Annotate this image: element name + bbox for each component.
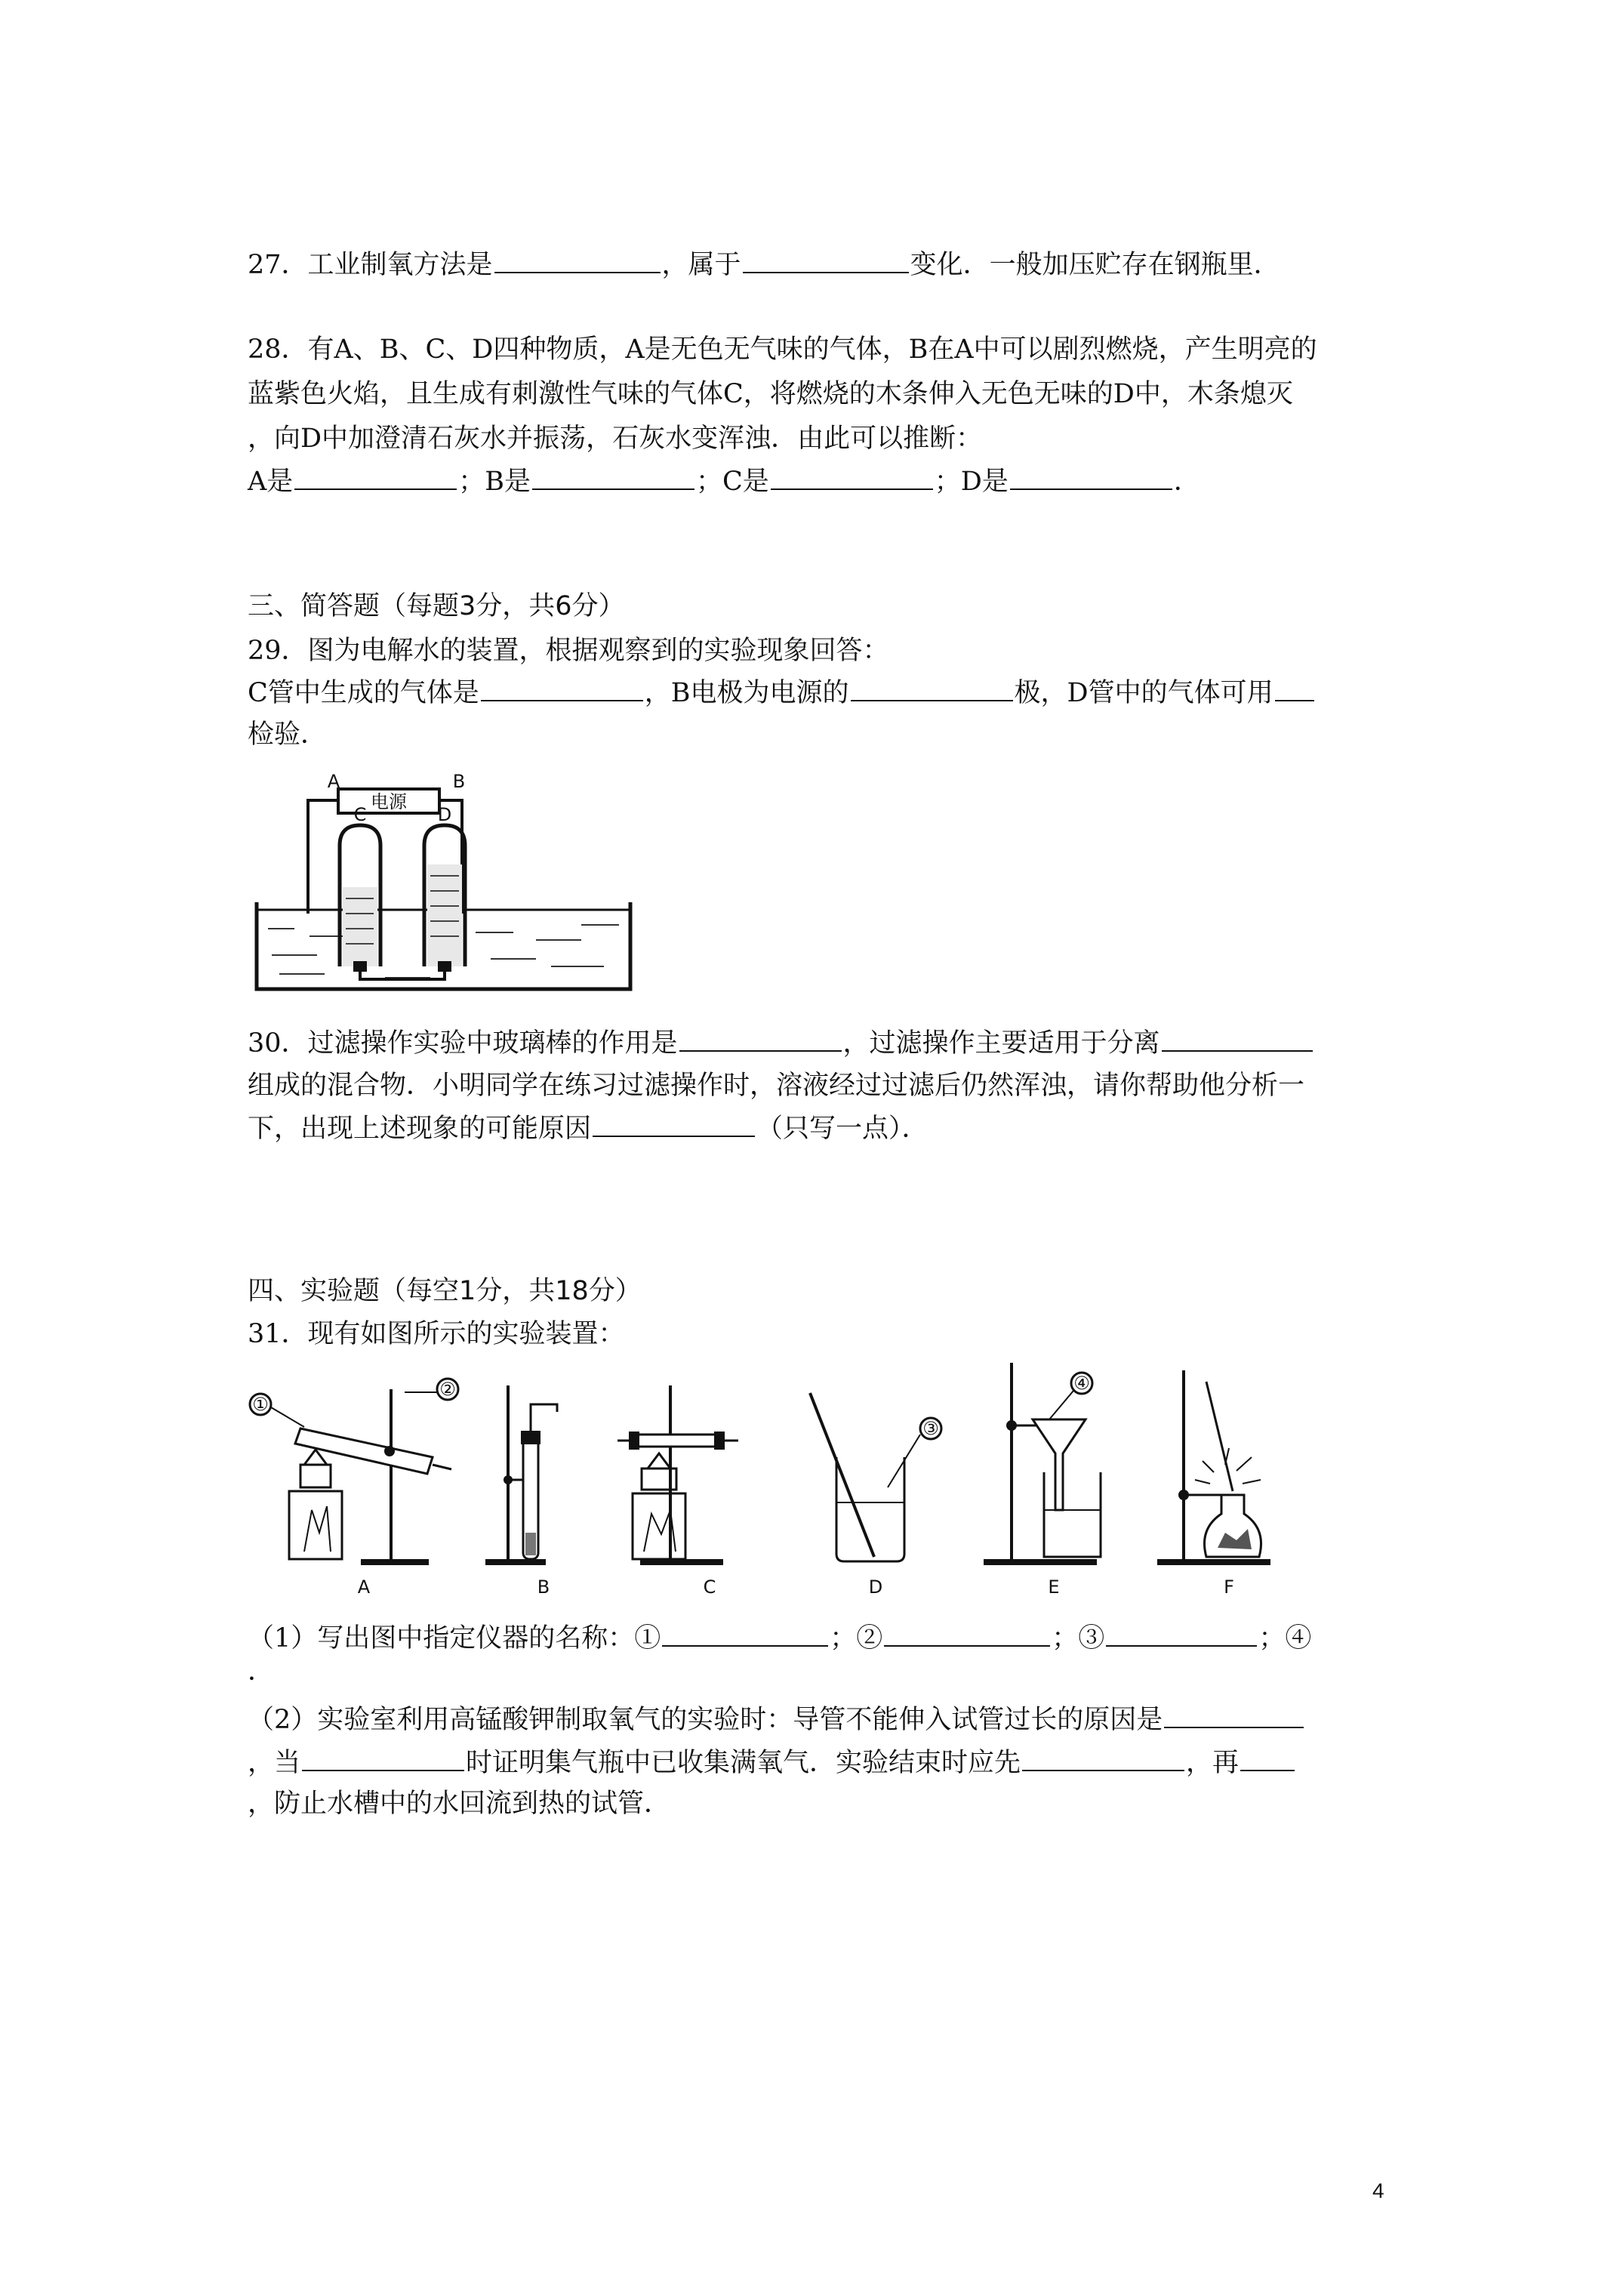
q31-sub2-line-2 — [248, 1744, 1296, 1780]
apparatus-label-f: F — [1224, 1576, 1234, 1598]
section-3-title: 三、简答题（每题3分，共6分） — [248, 591, 625, 621]
q31-blank-2[interactable] — [884, 1620, 1050, 1647]
q29-text-3: 极，D管中的气体可用 — [1014, 678, 1273, 708]
q30-blank-1[interactable] — [679, 1025, 842, 1052]
q29-blank-2[interactable] — [851, 674, 1013, 701]
q31-sub1-line — [248, 1620, 1311, 1655]
q29-blank-1[interactable] — [481, 674, 643, 701]
q28-blank-c[interactable] — [771, 463, 933, 490]
q29-line-1: 29．图为电解水的装置，根据观察到的实验现象回答： — [248, 636, 889, 666]
q30-text-2: ，过滤操作主要适用于分离 — [842, 1028, 1160, 1059]
apparatus-b — [485, 1385, 557, 1598]
q31-sub2-line-1 — [248, 1701, 1305, 1737]
q29-line-3: 检验． — [248, 720, 328, 750]
q28-c-label: ；C是 — [696, 467, 769, 497]
apparatus-d — [810, 1393, 941, 1598]
q31-sub2-text-2: ，当 — [248, 1748, 301, 1778]
q27-blank-1[interactable] — [494, 246, 661, 273]
section-4-title: 四、实验题（每空1分，共18分） — [248, 1276, 642, 1306]
q27-blank-2[interactable] — [743, 246, 909, 273]
marker-3: ③ — [922, 1418, 939, 1439]
q31-sub1-text-3: ；③ — [1052, 1623, 1105, 1653]
q28-line-3: ，向D中加澄清石灰水并振荡，石灰水变浑浊．由此可以推断： — [248, 424, 983, 454]
q29-text-2: ，B电极为电源的 — [644, 678, 849, 708]
q30-blank-2[interactable] — [1162, 1025, 1313, 1052]
q30-line-3 — [248, 1110, 929, 1145]
q27-text-1: 27．工业制氧方法是 — [248, 250, 493, 280]
q31-sub1-text-4: ；④ — [1258, 1623, 1312, 1653]
q27-line — [248, 246, 1280, 282]
q31-blank-7[interactable] — [1022, 1744, 1184, 1771]
q28-d-label: ；D是 — [934, 467, 1009, 497]
q31-sub1-end: ． — [248, 1657, 275, 1687]
q29-text-1: C管中生成的气体是 — [248, 678, 479, 708]
electrode-label-a: A — [327, 771, 340, 792]
q30-line-2: 组成的混合物．小明同学在练习过滤操作时，溶液经过过滤后仍然浑浊，请你帮助他分析一 — [248, 1071, 1305, 1101]
apparatus-label-c: C — [703, 1576, 716, 1598]
q31-blank-1[interactable] — [662, 1620, 828, 1647]
electrode-label-b: B — [452, 771, 466, 792]
q31-blank-5[interactable] — [1164, 1701, 1304, 1728]
q28-b-label: ；B是 — [458, 467, 531, 497]
apparatus-f — [1157, 1370, 1270, 1598]
apparatus-label-e: E — [1048, 1576, 1060, 1598]
apparatus-e — [984, 1363, 1101, 1598]
q30-text-4: （只写一点）． — [756, 1114, 929, 1144]
electrolysis-apparatus-figure — [249, 766, 642, 993]
q28-blank-a[interactable] — [294, 463, 457, 490]
marker-4: ④ — [1073, 1373, 1090, 1394]
marker-2: ② — [439, 1379, 456, 1400]
q29-blank-3[interactable] — [1275, 674, 1314, 701]
q28-line-2: 蓝紫色火焰，且生成有刺激性气味的气体C，将燃烧的木条伸入无色无味的D中，木条熄灭 — [248, 379, 1293, 409]
q30-blank-3[interactable] — [593, 1110, 755, 1137]
q31-blank-6[interactable] — [302, 1744, 464, 1771]
tube-label-d: D — [437, 804, 452, 825]
q28-line-1: 28．有A、B、C、D四种物质，A是无色无气味的气体，B在A中可以剧烈燃烧，产生明亮的 — [248, 334, 1317, 365]
q31-sub1-text-1: （1）写出图中指定仪器的名称：① — [248, 1623, 661, 1653]
q30-line-1 — [248, 1025, 1314, 1060]
page-number: 4 — [1372, 2179, 1384, 2202]
q28-blank-d[interactable] — [1010, 463, 1172, 490]
apparatus-label-b: B — [537, 1576, 550, 1598]
lab-apparatus-figure — [248, 1359, 1297, 1598]
q31-line-1: 31．现有如图所示的实验装置： — [248, 1319, 625, 1349]
apparatus-label-d: D — [868, 1576, 883, 1598]
apparatus-c — [617, 1385, 738, 1598]
apparatus-label-a: A — [357, 1576, 371, 1598]
q30-text-3: 下，出现上述现象的可能原因 — [248, 1114, 592, 1144]
q28-a-label: A是 — [248, 467, 294, 497]
q31-sub2-text-4: ，再 — [1186, 1748, 1240, 1778]
q28-blank-b[interactable] — [532, 463, 694, 490]
q31-sub2-text-1: （2）实验室利用高锰酸钾制取氧气的实验时：导管不能伸入试管过长的原因是 — [248, 1705, 1163, 1735]
tube-label-c: C — [353, 804, 367, 825]
q30-text-1: 30．过滤操作实验中玻璃棒的作用是 — [248, 1028, 678, 1059]
q31-sub2-line-3: ，防止水槽中的水回流到热的试管． — [248, 1789, 671, 1819]
q29-line-2 — [248, 674, 1316, 710]
power-source-label: 电源 — [371, 791, 407, 812]
q31-sub2-text-3: 时证明集气瓶中已收集满氧气．实验结束时应先 — [466, 1748, 1021, 1778]
apparatus-a — [250, 1379, 458, 1598]
q27-text-2: ，属于 — [661, 250, 741, 280]
q31-blank-8[interactable] — [1240, 1744, 1295, 1771]
q31-blank-3[interactable] — [1106, 1620, 1257, 1647]
q28-end: ． — [1173, 467, 1200, 497]
marker-1: ① — [252, 1394, 269, 1415]
q28-answers — [248, 463, 1200, 498]
q31-sub1-text-2: ；② — [830, 1623, 883, 1653]
q27-text-3: 变化．一般加压贮存在钢瓶里． — [910, 250, 1280, 280]
